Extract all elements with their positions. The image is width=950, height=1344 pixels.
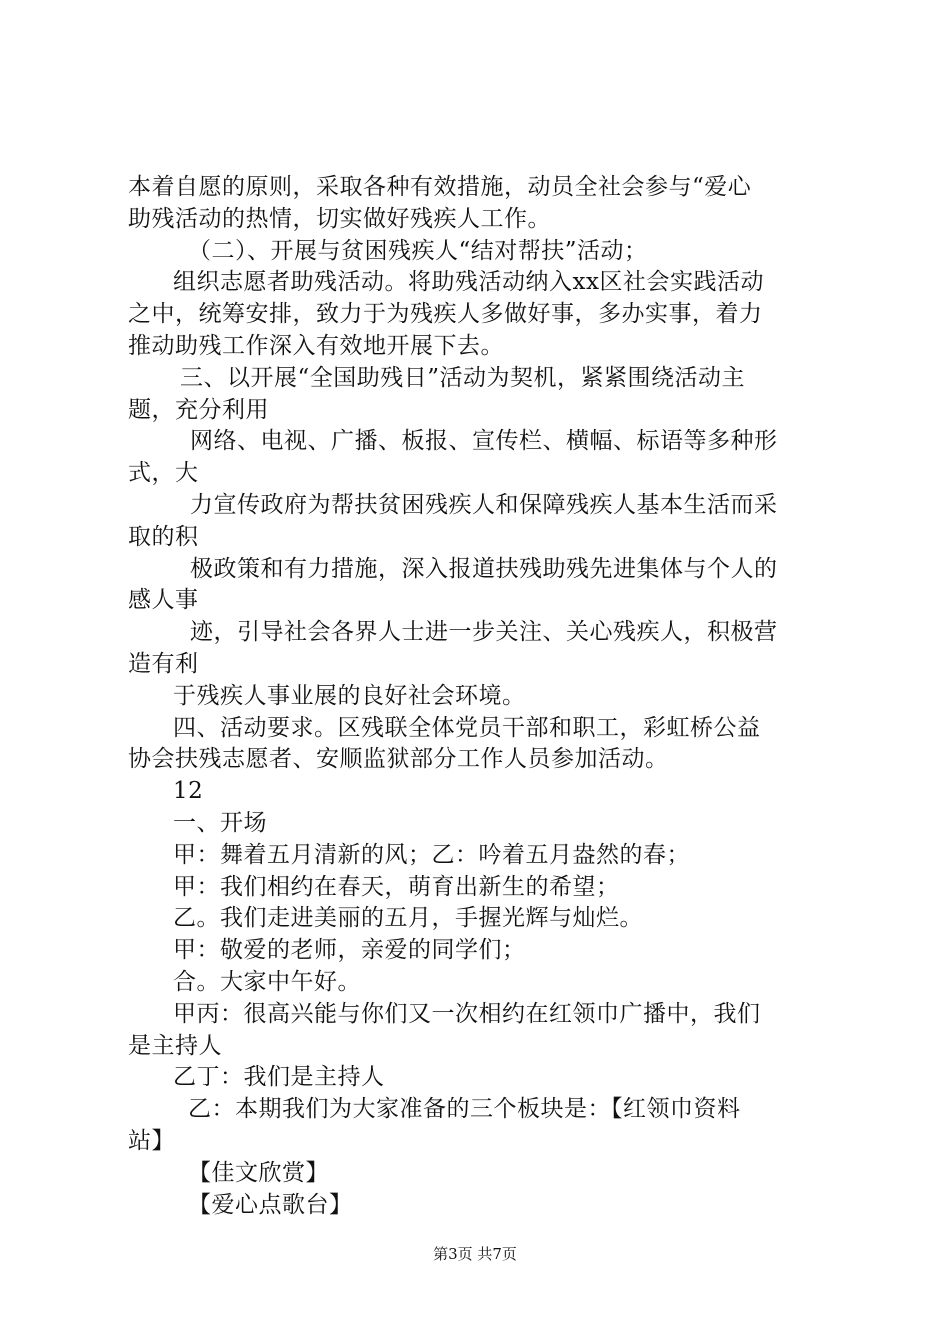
text-line: 之中，统筹安排，致力于为残疾人多做好事，多办实事，着力 bbox=[128, 301, 763, 328]
text-line: 合。大家中午好。 bbox=[173, 968, 361, 995]
text-line: 协会扶残志愿者、安顺监狱部分工作人员参加活动。 bbox=[128, 746, 669, 773]
text-line: 乙。我们走进美丽的五月，手握光辉与灿烂。 bbox=[173, 905, 643, 932]
text-line: 是主持人 bbox=[128, 1032, 222, 1059]
text-line: 甲：我们相约在春天，萌育出新生的希望； bbox=[173, 873, 620, 900]
text-line: （二）、开展与贫困残疾人“结对帮扶”活动； bbox=[188, 237, 648, 264]
text-line: 迹，引导社会各界人士进一步关注、关心残疾人，积极营 bbox=[190, 619, 778, 646]
text-line: 取的积 bbox=[128, 523, 199, 550]
text-line: 三、以开展“全国助残日”活动为契机，紧紧围绕活动主 bbox=[180, 364, 746, 391]
text-line: 式，大 bbox=[128, 460, 199, 487]
text-line: 助残活动的热情，切实做好残疾人工作。 bbox=[128, 205, 551, 232]
text-line: 力宣传政府为帮扶贫困残疾人和保障残疾人基本生活而采 bbox=[190, 491, 778, 518]
page-number-footer: 第3页 共7页 bbox=[433, 1245, 517, 1263]
document-body bbox=[128, 172, 830, 1221]
text-line: 组织志愿者助残活动。将助残活动纳入xx区社会实践活动 bbox=[173, 269, 764, 296]
text-line: 一、开场 bbox=[173, 809, 267, 836]
text-line: 于残疾人事业展的良好社会环境。 bbox=[173, 682, 526, 709]
text-line: 本着自愿的原则，采取各种有效措施，动员全社会参与“爱心 bbox=[128, 174, 752, 200]
text-line: 甲：敬爱的老师，亲爱的同学们； bbox=[173, 937, 526, 964]
text-line: 推动助残工作深入有效地开展下去。 bbox=[128, 332, 504, 359]
text-line: 题，充分利用 bbox=[128, 396, 269, 423]
text-line: 站】 bbox=[128, 1127, 175, 1154]
text-line: 【爱心点歌台】 bbox=[188, 1191, 353, 1218]
text-line: 12 bbox=[173, 778, 204, 805]
text-line: 甲丙：很高兴能与你们又一次相约在红领巾广播中，我们 bbox=[173, 1000, 761, 1027]
text-line: 乙丁：我们是主持人 bbox=[173, 1064, 385, 1091]
text-line: 网络、电视、广播、板报、宣传栏、横幅、标语等多种形 bbox=[190, 428, 778, 455]
text-line: 感人事 bbox=[128, 587, 199, 614]
text-line: 【佳文欣赏】 bbox=[188, 1159, 329, 1186]
text-line: 造有利 bbox=[128, 650, 199, 677]
text-line: 乙：本期我们为大家准备的三个板块是：【红领巾资料 bbox=[188, 1096, 741, 1123]
text-line: 极政策和有力措施，深入报道扶残助残先进集体与个人的 bbox=[190, 555, 778, 582]
text-line: 四、活动要求。区残联全体党员干部和职工，彩虹桥公益 bbox=[173, 714, 761, 741]
text-line: 甲：舞着五月清新的风；乙：吟着五月盎然的春； bbox=[173, 841, 690, 868]
